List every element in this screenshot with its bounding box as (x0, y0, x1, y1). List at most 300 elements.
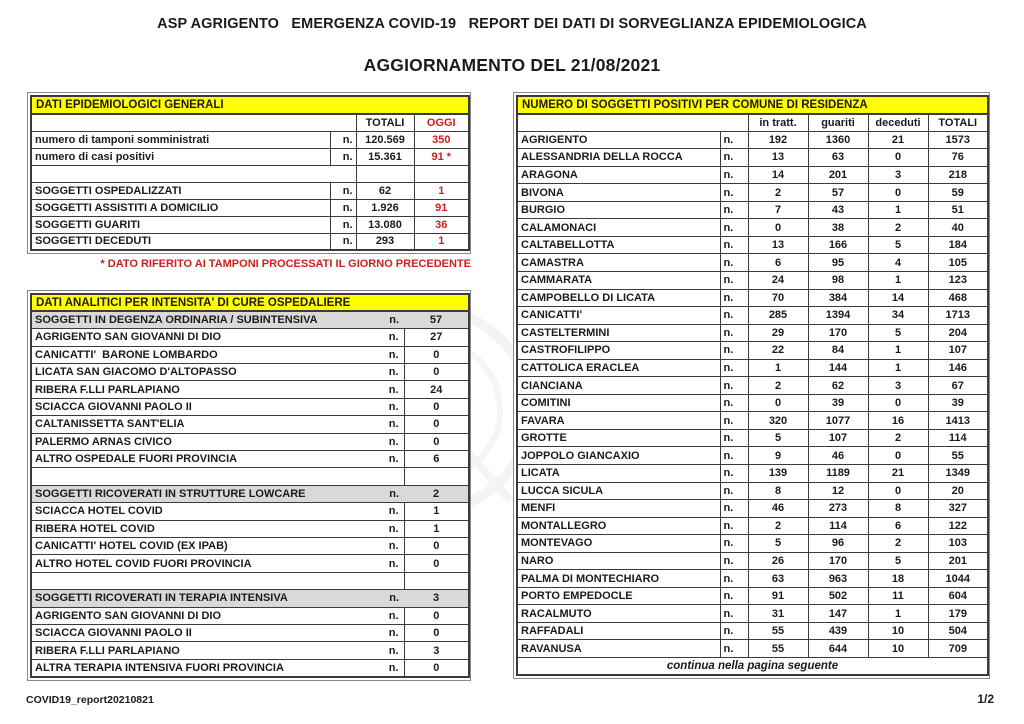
comune-name-cell: COMITINI (517, 394, 720, 412)
table-row (31, 216, 469, 233)
unit-cell: n. (720, 394, 748, 412)
table-row (31, 381, 469, 398)
comune-name-cell: ARAGONA (517, 166, 720, 184)
totali-cell: 146 (928, 359, 988, 377)
guariti-cell: 166 (808, 236, 868, 254)
guariti-cell: 63 (808, 149, 868, 167)
value-cell: 1 (404, 503, 469, 520)
guariti-cell: 96 (808, 535, 868, 553)
guariti-cell: 1189 (808, 464, 868, 482)
row-label-cell: AGRIGENTO SAN GIOVANNI DI DIO (31, 329, 378, 346)
comuni-table-footer-row (517, 658, 988, 676)
in-tratt-cell: 14 (748, 166, 808, 184)
table-row (31, 329, 469, 346)
deceduti-cell: 1 (868, 359, 928, 377)
totali-cell: 123 (928, 271, 988, 289)
table-row (31, 590, 469, 607)
in-tratt-cell: 2 (748, 377, 808, 395)
value-cell: 0 (404, 364, 469, 381)
unit-cell: n. (720, 482, 748, 500)
unit-cell: n. (720, 342, 748, 360)
comune-name-cell: CALTABELLOTTA (517, 236, 720, 254)
value-cell (404, 572, 469, 589)
unit-cell: n. (720, 412, 748, 430)
comune-name-cell: RACALMUTO (517, 605, 720, 623)
comune-name-cell: CATTOLICA ERACLEA (517, 359, 720, 377)
in-tratt-cell: 2 (748, 517, 808, 535)
comune-name-cell: CAMASTRA (517, 254, 720, 272)
deceduti-cell: 5 (868, 552, 928, 570)
deceduti-cell: 4 (868, 254, 928, 272)
deceduti-cell: 5 (868, 324, 928, 342)
general-table-header-row (31, 114, 469, 131)
comune-name-cell: CALAMONACI (517, 219, 720, 237)
value-cell: 0 (404, 346, 469, 363)
oggi-cell: 36 (414, 216, 469, 233)
table-row (517, 500, 988, 518)
deceduti-cell: 1 (868, 271, 928, 289)
guariti-cell: 273 (808, 500, 868, 518)
unit-cell: n. (720, 131, 748, 149)
deceduti-cell: 0 (868, 184, 928, 202)
in-tratt-cell: 7 (748, 201, 808, 219)
table-row (31, 607, 469, 624)
table-row (517, 570, 988, 588)
unit-cell: n. (378, 537, 404, 554)
table-row (517, 201, 988, 219)
unit-cell: n. (720, 166, 748, 184)
value-cell (414, 165, 469, 182)
totali-cell: 122 (928, 517, 988, 535)
totali-cell: 51 (928, 201, 988, 219)
in-tratt-cell: 29 (748, 324, 808, 342)
row-label-cell: CALTANISSETTA SANT'ELIA (31, 416, 378, 433)
general-table-title-row (31, 96, 469, 114)
in-tratt-cell: 2 (748, 184, 808, 202)
row-label-cell: SOGGETTI GUARITI (31, 216, 330, 233)
comune-name-cell: CAMPOBELLO DI LICATA (517, 289, 720, 307)
deceduti-cell: 0 (868, 394, 928, 412)
comune-name-cell: PORTO EMPEDOCLE (517, 587, 720, 605)
deceduti-cell: 1 (868, 342, 928, 360)
deceduti-cell: 14 (868, 289, 928, 307)
report-filename: COVID19_report20210821 (26, 694, 154, 706)
value-cell: 0 (404, 416, 469, 433)
in-tratt-cell: 285 (748, 307, 808, 325)
deceduti-cell: 21 (868, 131, 928, 149)
unit-cell: n. (330, 216, 356, 233)
row-label-cell: SCIACCA GIOVANNI PAOLO II (31, 398, 378, 415)
in-tratt-cell: 91 (748, 587, 808, 605)
row-label-cell (31, 572, 378, 589)
in-tratt-cell: 5 (748, 535, 808, 553)
unit-cell: n. (330, 148, 356, 165)
value-cell: 0 (404, 607, 469, 624)
comune-name-cell: CASTELTERMINI (517, 324, 720, 342)
table-row (31, 346, 469, 363)
page-number: 1/2 (977, 692, 994, 706)
unit-cell: n. (720, 605, 748, 623)
unit-cell: n. (378, 346, 404, 363)
table-row (31, 520, 469, 537)
table-row (31, 537, 469, 554)
table-row (31, 165, 469, 182)
table-row (517, 482, 988, 500)
table-row (31, 572, 469, 589)
totali-cell: 107 (928, 342, 988, 360)
value-cell (404, 468, 469, 485)
unit-cell: n. (720, 500, 748, 518)
in-tratt-cell: 55 (748, 640, 808, 658)
unit-cell: n. (330, 131, 356, 148)
totali-cell: 40 (928, 219, 988, 237)
in-tratt-cell: 0 (748, 219, 808, 237)
row-label-cell: ALTRA TERAPIA INTENSIVA FUORI PROVINCIA (31, 659, 378, 676)
unit-cell: n. (720, 535, 748, 553)
value-cell (356, 165, 414, 182)
value-cell: 2 (404, 485, 469, 502)
table-row (31, 468, 469, 485)
totali-cell: 604 (928, 587, 988, 605)
deceduti-cell: 10 (868, 622, 928, 640)
table-row (31, 131, 469, 148)
guariti-cell: 38 (808, 219, 868, 237)
comune-name-cell: MONTEVAGO (517, 535, 720, 553)
in-tratt-cell: 139 (748, 464, 808, 482)
table-row (517, 447, 988, 465)
deceduti-cell: 3 (868, 166, 928, 184)
value-cell: 0 (404, 555, 469, 572)
value-cell: 0 (404, 433, 469, 450)
table-row (31, 451, 469, 468)
table-row (517, 587, 988, 605)
deceduti-cell: 1 (868, 605, 928, 623)
table-row (31, 311, 469, 328)
unit-cell: n. (720, 359, 748, 377)
hospital-intensity-table (27, 290, 471, 681)
table-row (31, 642, 469, 659)
guariti-cell: 201 (808, 166, 868, 184)
comuni-table-title-row (517, 96, 988, 114)
comune-name-cell: FAVARA (517, 412, 720, 430)
value-cell: 6 (404, 451, 469, 468)
table-row (517, 289, 988, 307)
guariti-cell: 57 (808, 184, 868, 202)
totali-cell: 179 (928, 605, 988, 623)
value-cell: 0 (404, 624, 469, 641)
row-label-cell: numero di tamponi somministrati (31, 131, 330, 148)
row-label-cell: CANICATTI' HOTEL COVID (EX IPAB) (31, 537, 378, 554)
value-cell: 0 (404, 398, 469, 415)
row-label-cell: ALTRO OSPEDALE FUORI PROVINCIA (31, 451, 378, 468)
unit-cell: n. (378, 311, 404, 328)
unit-cell: n. (378, 555, 404, 572)
comune-name-cell: CAMMARATA (517, 271, 720, 289)
update-title: AGGIORNAMENTO DEL 21/08/2021 (363, 55, 661, 75)
table-row (517, 552, 988, 570)
deceduti-cell: 2 (868, 535, 928, 553)
unit-cell: n. (378, 624, 404, 641)
totali-cell: 504 (928, 622, 988, 640)
unit-cell: n. (720, 517, 748, 535)
comune-name-cell: PALMA DI MONTECHIARO (517, 570, 720, 588)
hospital-table-title-row (31, 294, 469, 311)
in-tratt-cell: 24 (748, 271, 808, 289)
table-row (517, 149, 988, 167)
table-row (31, 148, 469, 165)
row-label-cell: RIBERA F.LLI PARLAPIANO (31, 381, 378, 398)
comune-name-cell: LICATA (517, 464, 720, 482)
totali-cell: 468 (928, 289, 988, 307)
table-row (517, 307, 988, 325)
unit-cell: n. (720, 271, 748, 289)
in-tratt-cell: 70 (748, 289, 808, 307)
comune-name-cell: MENFI (517, 500, 720, 518)
table-row (517, 359, 988, 377)
guariti-cell: 1360 (808, 131, 868, 149)
table-row (517, 605, 988, 623)
row-label-cell: SOGGETTI ASSISTITI A DOMICILIO (31, 199, 330, 216)
table-row (31, 555, 469, 572)
guariti-cell: 114 (808, 517, 868, 535)
unit-cell (378, 468, 404, 485)
unit-cell: n. (378, 520, 404, 537)
comune-name-cell: AGRIGENTO (517, 131, 720, 149)
totali-cell: 15.361 (356, 148, 414, 165)
unit-cell: n. (720, 184, 748, 202)
table-row (517, 640, 988, 658)
in-tratt-cell: 22 (748, 342, 808, 360)
table-row (517, 464, 988, 482)
table-row (517, 271, 988, 289)
comune-name-cell: CANICATTI' (517, 307, 720, 325)
unit-cell: n. (720, 219, 748, 237)
table-row (31, 182, 469, 199)
row-label-cell: SCIACCA HOTEL COVID (31, 503, 378, 520)
in-tratt-cell: 5 (748, 429, 808, 447)
table-row (31, 233, 469, 250)
totali-cell: 293 (356, 233, 414, 250)
guariti-cell: 384 (808, 289, 868, 307)
table-row (517, 324, 988, 342)
deceduti-cell: 34 (868, 307, 928, 325)
oggi-cell: 91 * (414, 148, 469, 165)
unit-cell: n. (378, 433, 404, 450)
guariti-cell: 46 (808, 447, 868, 465)
hospital-table-title: DATI ANALITICI PER INTENSITA' DI CURE OSPEDALIERE (31, 294, 469, 311)
totali-column-header: TOTALI (356, 114, 414, 131)
guariti-cell: 84 (808, 342, 868, 360)
table-row (517, 412, 988, 430)
empty-header-cell (31, 114, 356, 131)
comune-name-cell: CASTROFILIPPO (517, 342, 720, 360)
table-row (517, 254, 988, 272)
unit-cell: n. (720, 254, 748, 272)
report-header: ASP AGRIGENTO EMERGENZA COVID-19 REPORT DEI DATI DI SORVEGLIANZA EPIDEMIOLOGICA (157, 16, 867, 32)
unit-cell: n. (378, 503, 404, 520)
value-cell: 3 (404, 642, 469, 659)
totali-column-header: TOTALI (928, 114, 988, 132)
deceduti-cell: 2 (868, 429, 928, 447)
deceduti-cell: 5 (868, 236, 928, 254)
guariti-cell: 502 (808, 587, 868, 605)
totali-cell: 59 (928, 184, 988, 202)
totali-cell: 1.926 (356, 199, 414, 216)
table-row (517, 131, 988, 149)
deceduti-cell: 0 (868, 482, 928, 500)
table-row (31, 364, 469, 381)
unit-cell: n. (378, 607, 404, 624)
in-tratt-cell: 6 (748, 254, 808, 272)
table-row (517, 622, 988, 640)
row-label-cell: RIBERA HOTEL COVID (31, 520, 378, 537)
row-label-cell: ALTRO HOTEL COVID FUORI PROVINCIA (31, 555, 378, 572)
guariti-cell: 1077 (808, 412, 868, 430)
unit-cell: n. (720, 307, 748, 325)
row-label-cell: CANICATTI' BARONE LOMBARDO (31, 346, 378, 363)
deceduti-cell: 16 (868, 412, 928, 430)
row-label-cell: SCIACCA GIOVANNI PAOLO II (31, 624, 378, 641)
table-row (517, 394, 988, 412)
comune-name-cell: ALESSANDRIA DELLA ROCCA (517, 149, 720, 167)
in-tratt-cell: 192 (748, 131, 808, 149)
guariti-column-header: guariti (808, 114, 868, 132)
deceduti-cell: 6 (868, 517, 928, 535)
unit-cell: n. (378, 416, 404, 433)
table-row (31, 199, 469, 216)
comune-name-cell: MONTALLEGRO (517, 517, 720, 535)
unit-cell: n. (720, 640, 748, 658)
comune-name-cell: GROTTE (517, 429, 720, 447)
totali-cell: 105 (928, 254, 988, 272)
unit-cell (378, 572, 404, 589)
unit-cell: n. (330, 233, 356, 250)
totali-cell: 327 (928, 500, 988, 518)
value-cell: 0 (404, 659, 469, 676)
in-tratt-cell: 13 (748, 149, 808, 167)
guariti-cell: 107 (808, 429, 868, 447)
totali-cell: 1044 (928, 570, 988, 588)
unit-cell: n. (378, 381, 404, 398)
oggi-cell: 1 (414, 182, 469, 199)
in-tratt-cell: 26 (748, 552, 808, 570)
table-row (31, 503, 469, 520)
totali-cell: 103 (928, 535, 988, 553)
table-row (31, 398, 469, 415)
table-row (517, 166, 988, 184)
unit-cell: n. (720, 324, 748, 342)
totali-cell: 55 (928, 447, 988, 465)
guariti-cell: 144 (808, 359, 868, 377)
table-row (517, 535, 988, 553)
guariti-cell: 95 (808, 254, 868, 272)
row-label-cell: RIBERA F.LLI PARLAPIANO (31, 642, 378, 659)
deceduti-cell: 2 (868, 219, 928, 237)
empty-header-cell (517, 114, 748, 132)
in-tratt-cell: 13 (748, 236, 808, 254)
totali-cell: 201 (928, 552, 988, 570)
guariti-cell: 170 (808, 552, 868, 570)
table-row (31, 624, 469, 641)
totali-cell: 62 (356, 182, 414, 199)
table-row (517, 184, 988, 202)
comune-name-cell: NARO (517, 552, 720, 570)
value-cell: 24 (404, 381, 469, 398)
totali-cell: 13.080 (356, 216, 414, 233)
unit-cell: n. (720, 622, 748, 640)
unit-cell: n. (720, 377, 748, 395)
oggi-cell: 350 (414, 131, 469, 148)
comune-name-cell: BIVONA (517, 184, 720, 202)
guariti-cell: 62 (808, 377, 868, 395)
deceduti-cell: 10 (868, 640, 928, 658)
totali-cell: 1349 (928, 464, 988, 482)
row-label-cell: numero di casi positivi (31, 148, 330, 165)
totali-cell: 218 (928, 166, 988, 184)
value-cell: 0 (404, 537, 469, 554)
row-label-cell: AGRIGENTO SAN GIOVANNI DI DIO (31, 607, 378, 624)
guariti-cell: 12 (808, 482, 868, 500)
guariti-cell: 170 (808, 324, 868, 342)
unit-cell: n. (378, 398, 404, 415)
totali-cell: 1713 (928, 307, 988, 325)
continua-note: continua nella pagina seguente (517, 658, 988, 676)
deceduti-cell: 3 (868, 377, 928, 395)
guariti-cell: 1394 (808, 307, 868, 325)
unit-cell: n. (378, 364, 404, 381)
unit-cell: n. (720, 289, 748, 307)
table-row (517, 429, 988, 447)
guariti-cell: 43 (808, 201, 868, 219)
comuni-table-header-row (517, 114, 988, 132)
unit-cell: n. (330, 199, 356, 216)
in-tratt-cell: 31 (748, 605, 808, 623)
unit-cell: n. (720, 429, 748, 447)
unit-cell: n. (720, 587, 748, 605)
unit-cell: n. (720, 570, 748, 588)
in-tratt-cell: 63 (748, 570, 808, 588)
deceduti-cell: 1 (868, 201, 928, 219)
unit-cell: n. (720, 201, 748, 219)
guariti-cell: 439 (808, 622, 868, 640)
unit-cell: n. (720, 236, 748, 254)
unit-cell: n. (720, 552, 748, 570)
deceduti-cell: 0 (868, 447, 928, 465)
guariti-cell: 98 (808, 271, 868, 289)
comune-name-cell: RAVANUSA (517, 640, 720, 658)
in-tratt-cell: 0 (748, 394, 808, 412)
totali-cell: 39 (928, 394, 988, 412)
unit-cell: n. (378, 451, 404, 468)
value-cell: 27 (404, 329, 469, 346)
unit-cell: n. (378, 485, 404, 502)
totali-cell: 76 (928, 149, 988, 167)
row-label-cell: SOGGETTI IN DEGENZA ORDINARIA / SUBINTENSIVA (31, 311, 378, 328)
comune-name-cell: RAFFADALI (517, 622, 720, 640)
totali-cell: 114 (928, 429, 988, 447)
general-table-title: DATI EPIDEMIOLOGICI GENERALI (31, 96, 469, 114)
row-label-cell: PALERMO ARNAS CIVICO (31, 433, 378, 450)
deceduti-column-header: deceduti (868, 114, 928, 132)
deceduti-cell: 11 (868, 587, 928, 605)
oggi-column-header: OGGI (414, 114, 469, 131)
table-row (517, 236, 988, 254)
table-row (31, 416, 469, 433)
unit-cell: n. (378, 590, 404, 607)
totali-cell: 709 (928, 640, 988, 658)
row-label-cell: LICATA SAN GIACOMO D'ALTOPASSO (31, 364, 378, 381)
table-row (31, 433, 469, 450)
